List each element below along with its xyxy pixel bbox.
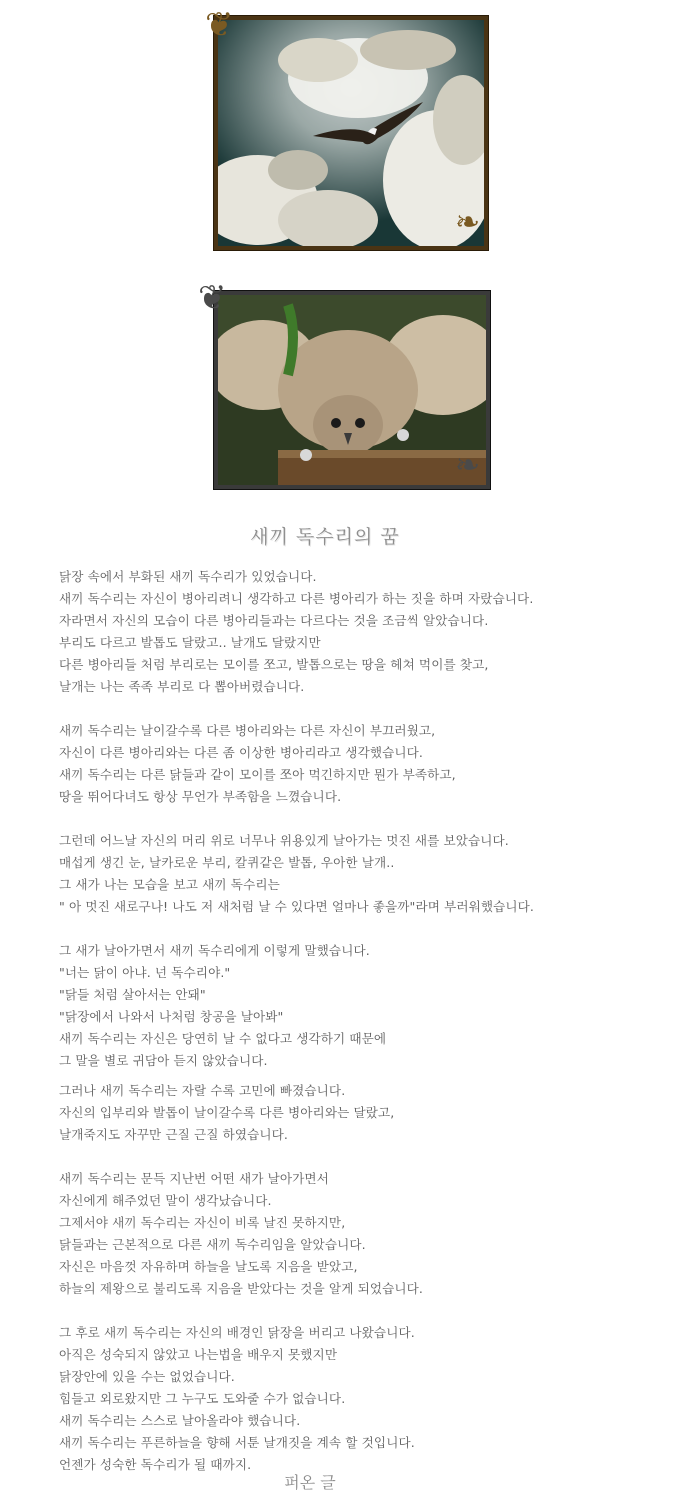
story-line: 닭장안에 있을 수는 없었습니다. bbox=[59, 1369, 235, 1384]
story-line: 그 후로 새끼 독수리는 자신의 배경인 닭장을 버리고 나왔습니다. bbox=[59, 1325, 415, 1340]
story-line: 매섭게 생긴 눈, 날카로운 부리, 칼퀴같은 발톱, 우아한 날개.. bbox=[59, 855, 395, 870]
paragraph-4 bbox=[59, 940, 659, 1072]
story-line: 다른 병아리들 처럼 부리로는 모이를 쪼고, 발톱으로는 땅을 헤쳐 먹이를 찾고, bbox=[59, 657, 489, 672]
paragraph-7 bbox=[59, 1322, 659, 1476]
story-line: 하늘의 제왕으로 불리도록 지음을 받았다는 것을 알게 되었습니다. bbox=[59, 1281, 423, 1296]
story-line: 그 말을 별로 귀담아 듣지 않았습니다. bbox=[59, 1053, 268, 1068]
story-line: 그러나 새끼 독수리는 자랄 수록 고민에 빠졌습니다. bbox=[59, 1083, 346, 1098]
scroll-ornament-icon: ❦ bbox=[198, 278, 227, 318]
story-line: "닭장에서 나와서 나처럼 창공을 날아봐" bbox=[59, 1009, 284, 1024]
source-signature: 퍼온 글 bbox=[284, 1473, 336, 1492]
story-line: 새끼 독수리는 문득 지난번 어떤 새가 날아가면서 bbox=[59, 1171, 329, 1186]
story-title: 새끼 독수리의 꿈 bbox=[250, 526, 400, 548]
scroll-ornament-icon: ❧ bbox=[455, 205, 481, 240]
story-line: 새끼 독수리는 다른 닭들과 같이 모이를 쪼아 먹긴하지만 뭔가 부족하고, bbox=[59, 767, 456, 782]
story-line: 새끼 독수리는 스스로 날아올라야 했습니다. bbox=[59, 1413, 301, 1428]
story-line: 새끼 독수리는 자신은 당연히 날 수 없다고 생각하기 때문에 bbox=[59, 1031, 387, 1046]
story-line: 자라면서 자신의 모습이 다른 병아리들과는 다르다는 것을 조금씩 알았습니다. bbox=[59, 613, 489, 628]
story-line: 날개는 나는 족족 부리로 다 뽑아버렸습니다. bbox=[59, 679, 305, 694]
paragraph-2 bbox=[59, 720, 659, 808]
paragraph-3 bbox=[59, 830, 659, 918]
story-line: " 아 멋진 새로구나! 나도 저 새처럼 날 수 있다면 얼마나 좋을까"라며 부러워했습니다. bbox=[59, 899, 535, 914]
story-line: 새끼 독수리는 자신이 병아리려니 생각하고 다른 병아리가 하는 짓을 하며 자랐습니다. bbox=[59, 591, 534, 606]
story-line: 그 새가 나는 모습을 보고 새끼 독수리는 bbox=[59, 877, 280, 892]
scroll-ornament-icon: ❦ bbox=[205, 5, 234, 45]
story-line: 언젠가 성숙한 독수리가 될 때까지. bbox=[59, 1457, 252, 1472]
story-line: "닭들 처럼 살아서는 안돼" bbox=[59, 987, 206, 1002]
story-line: 자신의 입부리와 발톱이 날이갈수록 다른 병아리와는 달랐고, bbox=[59, 1105, 395, 1120]
eagle-in-clouds-image bbox=[214, 16, 488, 250]
story-line: 힘들고 외로왔지만 그 누구도 도와줄 수가 없습니다. bbox=[59, 1391, 346, 1406]
story-line: 부리도 다르고 발톱도 달랐고.. 날개도 달랐지만 bbox=[59, 635, 321, 650]
story-line: 아직은 성숙되지 않았고 나는법을 배우지 못했지만 bbox=[59, 1347, 338, 1362]
story-line: 땅을 뛰어다녀도 항상 무언가 부족함을 느꼈습니다. bbox=[59, 789, 342, 804]
story-line: 자신은 마음껏 자유하며 하늘을 날도록 지음을 받았고, bbox=[59, 1259, 358, 1274]
story-line: 새끼 독수리는 푸른하늘을 향해 서툰 날개짓을 계속 할 것입니다. bbox=[59, 1435, 415, 1450]
story-line: "너는 닭이 아냐. 넌 독수리야." bbox=[59, 965, 231, 980]
eaglet-image bbox=[214, 291, 490, 489]
scroll-ornament-icon: ❧ bbox=[455, 448, 481, 483]
story-line: 닭장 속에서 부화된 새끼 독수리가 있었습니다. bbox=[59, 569, 317, 584]
story-line: 날개죽지도 자꾸만 근질 근질 하였습니다. bbox=[59, 1127, 289, 1142]
story-line: 닭들과는 근본적으로 다른 새끼 독수리임을 알았습니다. bbox=[59, 1237, 366, 1252]
story-line: 그제서야 새끼 독수리는 자신이 비록 날진 못하지만, bbox=[59, 1215, 346, 1230]
story-line: 자신에게 해주었던 말이 생각났습니다. bbox=[59, 1193, 272, 1208]
eaglet-art bbox=[218, 295, 486, 485]
eagle-in-clouds-art bbox=[218, 20, 484, 246]
paragraph-5 bbox=[59, 1080, 659, 1146]
paragraph-6 bbox=[59, 1168, 659, 1300]
paragraph-1 bbox=[59, 566, 659, 698]
story-body bbox=[59, 566, 659, 1476]
story-line: 그런데 어느날 자신의 머리 위로 너무나 위용있게 날아가는 멋진 새를 보았습니다. bbox=[59, 833, 509, 848]
story-line: 그 새가 날아가면서 새끼 독수리에게 이렇게 말했습니다. bbox=[59, 943, 370, 958]
story-line: 새끼 독수리는 날이갈수록 다른 병아리와는 다른 자신이 부끄러웠고, bbox=[59, 723, 436, 738]
story-line: 자신이 다른 병아리와는 다른 좀 이상한 병아리라고 생각했습니다. bbox=[59, 745, 423, 760]
